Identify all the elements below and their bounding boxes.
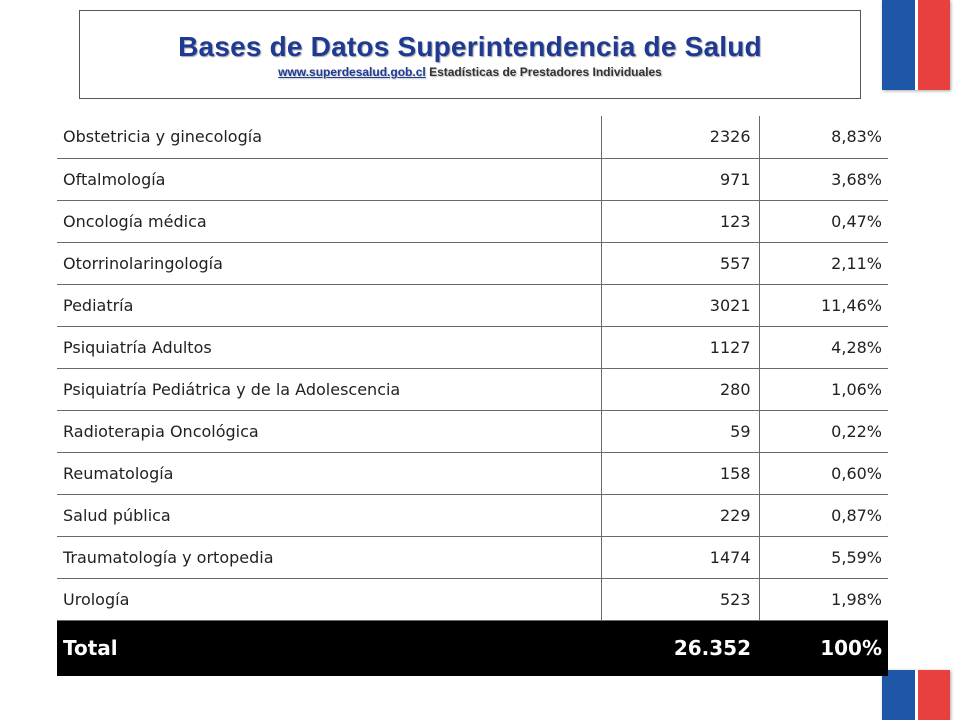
header-subtitle: Estadísticas de Prestadores Individuales xyxy=(429,65,662,79)
header-subtitle-line xyxy=(80,65,860,79)
specialty-count: 229 xyxy=(601,494,759,536)
specialty-percent: 0,60% xyxy=(759,452,888,494)
total-row xyxy=(57,620,888,676)
specialty-count: 1474 xyxy=(601,536,759,578)
table-row xyxy=(57,578,888,620)
specialty-count: 280 xyxy=(601,368,759,410)
specialty-name: Radioterapia Oncológica xyxy=(57,410,601,452)
specialty-count: 123 xyxy=(601,200,759,242)
specialty-percent: 1,98% xyxy=(759,578,888,620)
table-row xyxy=(57,494,888,536)
table-row xyxy=(57,326,888,368)
specialty-count: 971 xyxy=(601,158,759,200)
table-row xyxy=(57,200,888,242)
specialty-name: Pediatría xyxy=(57,284,601,326)
table-row xyxy=(57,536,888,578)
specialty-percent: 0,22% xyxy=(759,410,888,452)
specialty-count: 158 xyxy=(601,452,759,494)
specialty-name: Oncología médica xyxy=(57,200,601,242)
specialty-name: Oftalmología xyxy=(57,158,601,200)
specialty-percent: 2,11% xyxy=(759,242,888,284)
table-row xyxy=(57,242,888,284)
specialty-count: 523 xyxy=(601,578,759,620)
specialty-percent: 0,87% xyxy=(759,494,888,536)
table-row xyxy=(57,158,888,200)
page-title: Bases de Datos Superintendencia de Salud xyxy=(178,31,762,62)
specialty-count: 2326 xyxy=(601,116,759,158)
table-row xyxy=(57,116,888,158)
specialty-percent: 11,46% xyxy=(759,284,888,326)
specialty-name: Psiquiatría Pediátrica y de la Adolescencia xyxy=(57,368,601,410)
specialty-name: Salud pública xyxy=(57,494,601,536)
table-row xyxy=(57,284,888,326)
total-percent: 100% xyxy=(759,620,888,676)
specialty-name: Otorrinolaringología xyxy=(57,242,601,284)
total-label: Total xyxy=(57,620,601,676)
table-row xyxy=(57,368,888,410)
specialty-percent: 0,47% xyxy=(759,200,888,242)
specialty-count: 1127 xyxy=(601,326,759,368)
specialty-count: 59 xyxy=(601,410,759,452)
specialty-name: Obstetricia y ginecología xyxy=(57,116,601,158)
specialty-percent: 5,59% xyxy=(759,536,888,578)
specialty-count: 557 xyxy=(601,242,759,284)
specialty-percent: 4,28% xyxy=(759,326,888,368)
header-box xyxy=(79,10,861,99)
table-row xyxy=(57,452,888,494)
flag-decoration-bottom xyxy=(882,670,950,720)
specialty-name: Traumatología y ortopedia xyxy=(57,536,601,578)
website-link[interactable]: www.superdesalud.gob.cl xyxy=(278,65,426,79)
specialty-name: Urología xyxy=(57,578,601,620)
specialty-percent: 8,83% xyxy=(759,116,888,158)
table-row xyxy=(57,410,888,452)
specialty-name: Reumatología xyxy=(57,452,601,494)
specialty-count: 3021 xyxy=(601,284,759,326)
flag-decoration-top xyxy=(882,0,950,90)
specialty-percent: 3,68% xyxy=(759,158,888,200)
specialty-table xyxy=(57,116,888,676)
total-count: 26.352 xyxy=(601,620,759,676)
specialty-name: Psiquiatría Adultos xyxy=(57,326,601,368)
specialty-percent: 1,06% xyxy=(759,368,888,410)
